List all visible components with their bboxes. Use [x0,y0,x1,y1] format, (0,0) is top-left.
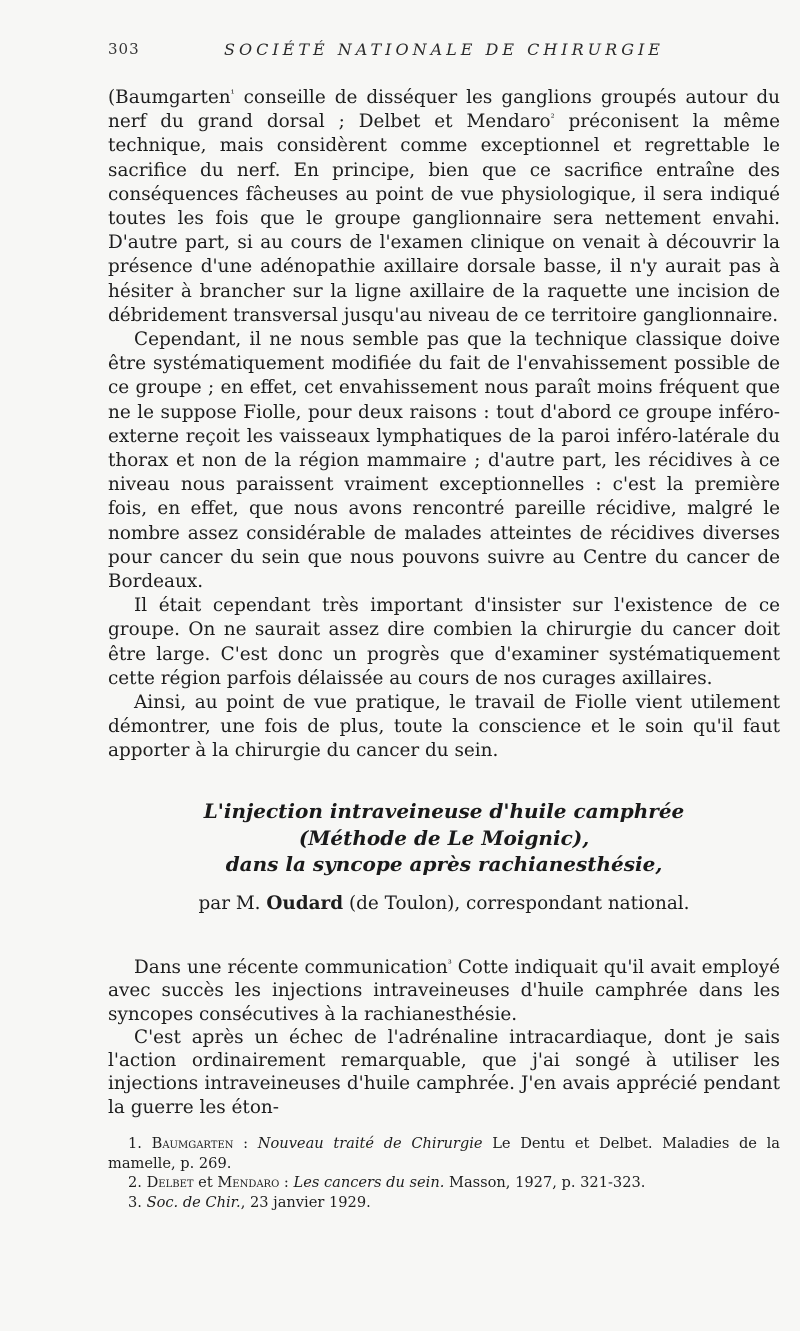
paragraph-6: C'est après un échec de l'adrénaline intracardiaque, dont je sais l'action ordinairement remarquable, que j'ai songé à utiliser les injections intraveineuses d'huile camphrée. J'en avais apprécié pendant la guerre les éton- [108,1026,780,1118]
section-1-body [108,86,780,764]
paragraph-3: Il était cependant très important d'insister sur l'existence de ce groupe. On ne saurait assez dire combien la chirurgie du cancer doit être large. C'est donc un progrès que d'examiner systématiquement cette région parfois délaissée au cours de nos curages axillaires. [108,595,780,689]
running-title: SOCIÉTÉ NATIONALE DE CHIRURGIE [224,40,664,59]
article-title-line-1: L'injection intraveineuse d'huile camphrée [203,799,685,823]
section-2-body [108,956,780,1119]
footnotes [108,1134,780,1212]
article-title-line-3: dans la syncope après rachianesthésie, [225,852,663,876]
footnote-ref-1: ¹ [230,89,235,100]
page-header [108,40,780,66]
paragraph-4: Ainsi, au point de vue pratique, le travail de Fiolle vient utilement démontrer, une fois de plus, toute la conscience et le soin qu'il faut apporter à la chirurgie du cancer du sein. [108,692,780,762]
footnote-1: 1. Baumgarten : Nouveau traité de Chirurgie Le Dentu et Delbet. Maladies de la mamelle, p. 269. [108,1135,780,1172]
author-name: Oudard [266,893,344,914]
byline: par M. Oudard (de Toulon), correspondant national. [198,893,690,914]
article-title-line-2: (Méthode de Le Moignic), [298,825,590,850]
paragraph-5: Dans une récente communication$^{^3}$ Cotte indiquait qu'il avait employé avec succès les injections intraveineuses d'huile camphrée dans les syncopes consécutives à la rachianesthésie. [108,957,780,1025]
article-title [108,798,780,878]
paragraph-2: Cependant, il ne nous semble pas que la technique classique doive être systématiquement modifiée du fait de l'envahissement possible de ce groupe ; en effet, cet envahissement nous paraît moins fréquent que ne le suppose Fiolle, pour deux raisons : tout d'abord ce groupe inféro-externe reçoit les vaisseaux lymphatiques de la paroi inféro-latérale du thorax et non de la région mammaire ; d'autre part, les récidives à ce niveau nous paraissent vraiment exceptionnelles : c'est la première fois, en effet, que nous avons rencontré pareille récidive, malgré le nombre assez considérable de malades atteintes de récidives diverses pour cancer du sein que nous pouvons suivre au Centre du cancer de Bordeaux. [108,329,780,593]
page-number: 303 [108,40,140,58]
footnote-2: 2. Delbet et Mendaro : Les cancers du sein. Masson, 1927, p. 321-323. [128,1174,646,1191]
footnote-ref-3: ³ [447,959,452,970]
footnote-3: 3. Soc. de Chir., 23 janvier 1929. [128,1193,371,1211]
paragraph-1: (Baumgarten$^{^1}$ conseille de disséquer les ganglions groupés autour du nerf du grand dorsal ; Delbet et Mendaro$^{^2}$ préconisent la même technique, mais considèrent comme exceptionnel et regrettable le sacrifice du nerf. En principe, bien que ce sacrifice entraîne des conséquences fâcheuses au point de vue physiologique, il sera indiqué toutes les fois que le groupe ganglionnaire sera nettement envahi. D'autre part, si au cours de l'examen clinique on venait à découvrir la présence d'une adénopathie axillaire dorsale basse, il n'y aurait pas à hésiter à brancher sur la ligne axillaire de la raquette une incision de débridement transversal jusqu'au niveau de ce territoire ganglionnaire. [108,87,780,326]
footnote-ref-2: ² [550,113,555,125]
